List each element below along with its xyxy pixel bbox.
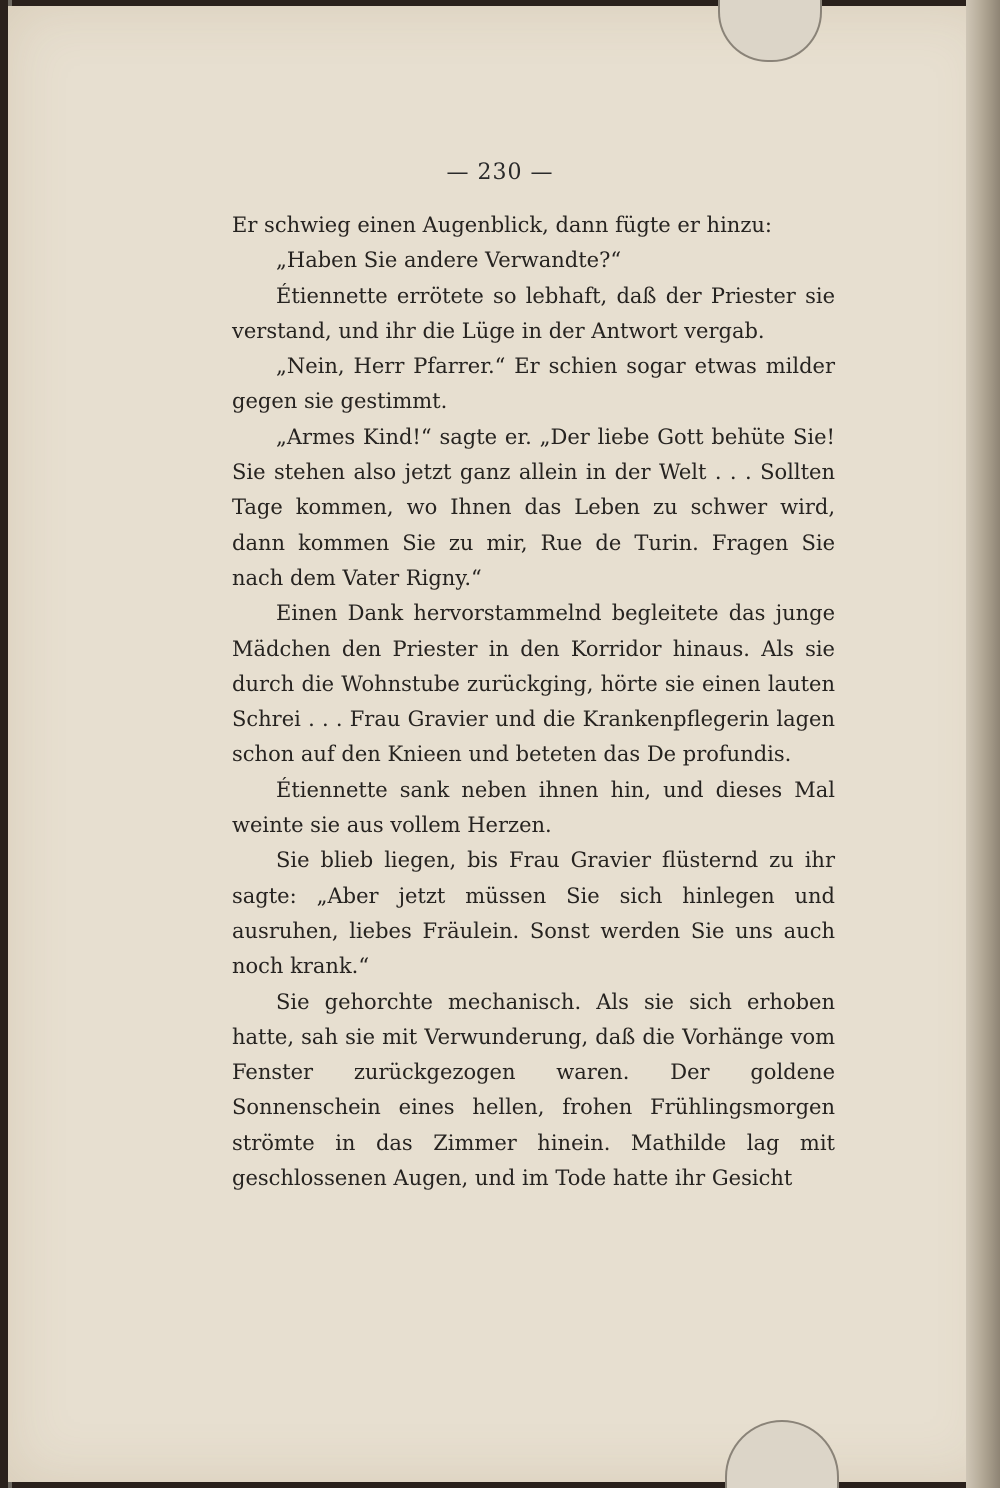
page-number: — 230 — <box>446 160 554 185</box>
paragraph: Sie gehorchte mechanisch. Als sie sich erhoben hatte, sah sie mit Verwunderung, daß die Vorhänge vom Fenster zurückgezogen waren. Der goldene Sonnenschein eines hellen, frohen Frühlingsmorgen strömte in das Zimmer hinein. Mathilde lag mit geschlossenen Augen, und im Tode hatte ihr Gesicht <box>232 989 835 1191</box>
paragraph: Étiennette errötete so lebhaft, daß der Priester sie verstand, und ihr die Lüge in der Antwort vergab. <box>232 283 835 343</box>
paragraph: „Armes Kind!“ sagte er. „Der liebe Gott behüte Sie! Sie stehen also jetzt ganz allein in der Welt . . . Sollten Tage kommen, wo Ihnen das Leben zu schwer wird, dann kommen Sie zu mir, Rue de Turin. Fragen Sie nach dem Vater Rigny.“ <box>232 424 835 590</box>
next-page-edge <box>966 0 1000 1488</box>
paragraph: Sie blieb liegen, bis Frau Gravier flüsternd zu ihr sagte: „Aber jetzt müssen Sie sich hinlegen und ausruhen, liebes Fräulein. Sonst werden Sie uns auch noch krank.“ <box>232 848 835 979</box>
paragraph: Einen Dank hervorstammelnd begleitete das junge Mädchen den Priester in den Korridor hinaus. Als sie durch die Wohnstube zurückging, hörte sie einen lauten Schrei . . . Frau Gravier und die Krankenpflegerin lagen schon auf den Knieen und beteten das De profundis. <box>232 601 835 767</box>
paragraph: „Nein, Herr Pfarrer.“ Er schien sogar etwas milder gegen sie gestimmt. <box>232 354 835 414</box>
paragraph: Étiennette sank neben ihnen hin, und dieses Mal weinte sie aus vollem Herzen. <box>232 777 835 838</box>
body-text <box>232 208 835 1196</box>
paragraph: „Haben Sie andere Verwandte?“ <box>276 248 622 273</box>
paragraph: Er schwieg einen Augenblick, dann fügte er hinzu: <box>232 213 772 237</box>
